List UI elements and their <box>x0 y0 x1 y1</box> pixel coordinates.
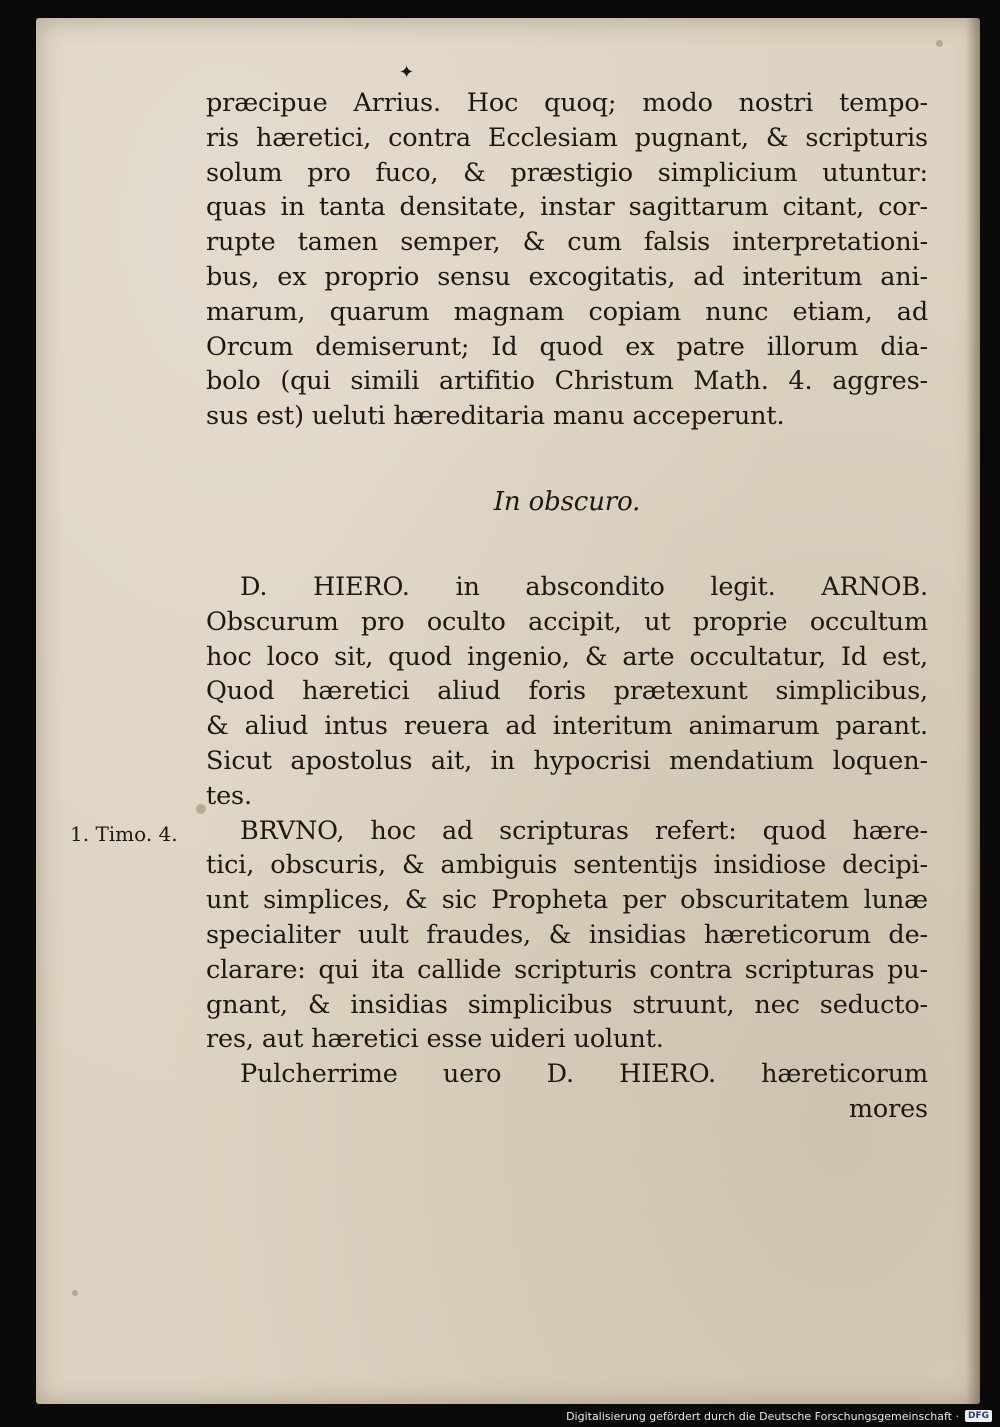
text-line: quas in tanta densitate, instar sagittarum citant, cor- <box>206 192 928 223</box>
text-line: ris hæretici, contra Ecclesiam pugnant, & scripturis <box>206 122 928 153</box>
top-ornament-icon: ✦ <box>399 62 415 83</box>
catchword: mores <box>848 1093 928 1124</box>
text-line: hoc loco sit, quod ingenio, & arte occultatur, Id est, <box>206 641 928 672</box>
text-line: Sicut apostolus ait, in hypocrisi mendatium loquen- <box>206 745 928 776</box>
text-line: bolo (qui simili artifitio Christum Math. 4. aggres- <box>206 366 928 397</box>
text-line: Pulcherrime uero D. HIERO. hæreticorum <box>240 1059 928 1090</box>
text-line: BRVNO, hoc ad scripturas refert: quod hære- <box>240 815 928 846</box>
footer-credit: Digitalisierung gefördert durch die Deutsche Forschungsgemeinschaft · <box>566 1409 959 1423</box>
text-line: specialiter uult fraudes, & insidias hæreticorum de- <box>206 919 928 950</box>
text-line: & aliud intus reuera ad interitum animarum parant. <box>206 711 928 742</box>
spacer <box>206 434 928 479</box>
section-heading: In obscuro. <box>493 486 641 517</box>
text-line: res, aut hæretici esse uideri uolunt. <box>206 1024 664 1055</box>
paper-stain <box>72 1290 78 1296</box>
text-line: sus est) ueluti hæreditaria manu acceperunt. <box>206 401 785 432</box>
margin-note: 1. Timo. 4. <box>70 822 178 846</box>
text-line: Orcum demiserunt; Id quod ex patre illorum dia- <box>206 331 928 362</box>
text-line: rupte tamen semper, & cum falsis interpretationi- <box>206 227 928 258</box>
dfg-logo-icon: DFG <box>965 1410 992 1422</box>
paper-stain <box>196 804 206 814</box>
digitization-footer <box>566 1407 992 1425</box>
text-line: D. HIERO. in abscondito legit. ARNOB. <box>240 571 928 602</box>
text-line: marum, quarum magnam copiam nunc etiam, ad <box>206 296 928 327</box>
text-line: gnant, & insidias simplicibus struunt, nec seducto- <box>206 989 928 1020</box>
text-line: præcipue Arrius. Hoc quoq; modo nostri tempo- <box>206 88 928 118</box>
text-line: Quod hæretici aliud foris prætexunt simplicibus, <box>206 676 928 707</box>
text-line: clarare: qui ita callide scripturis contra scripturas pu- <box>206 954 928 985</box>
text-line: tici, obscuris, & ambiguis sententijs insidiose decipi- <box>206 850 928 881</box>
paper-stain <box>936 40 943 47</box>
text-line: unt simplices, & sic Propheta per obscuritatem lunæ <box>206 885 928 916</box>
spacer <box>206 525 928 570</box>
body-text <box>206 86 928 1127</box>
text-line: bus, ex proprio sensu excogitatis, ad interitum ani- <box>206 261 928 292</box>
text-line: solum pro fuco, & præstigio simplicium utuntur: <box>206 157 928 188</box>
text-line: tes. <box>206 780 252 811</box>
text-line: Obscurum pro oculto accipit, ut proprie occultum <box>206 606 928 637</box>
